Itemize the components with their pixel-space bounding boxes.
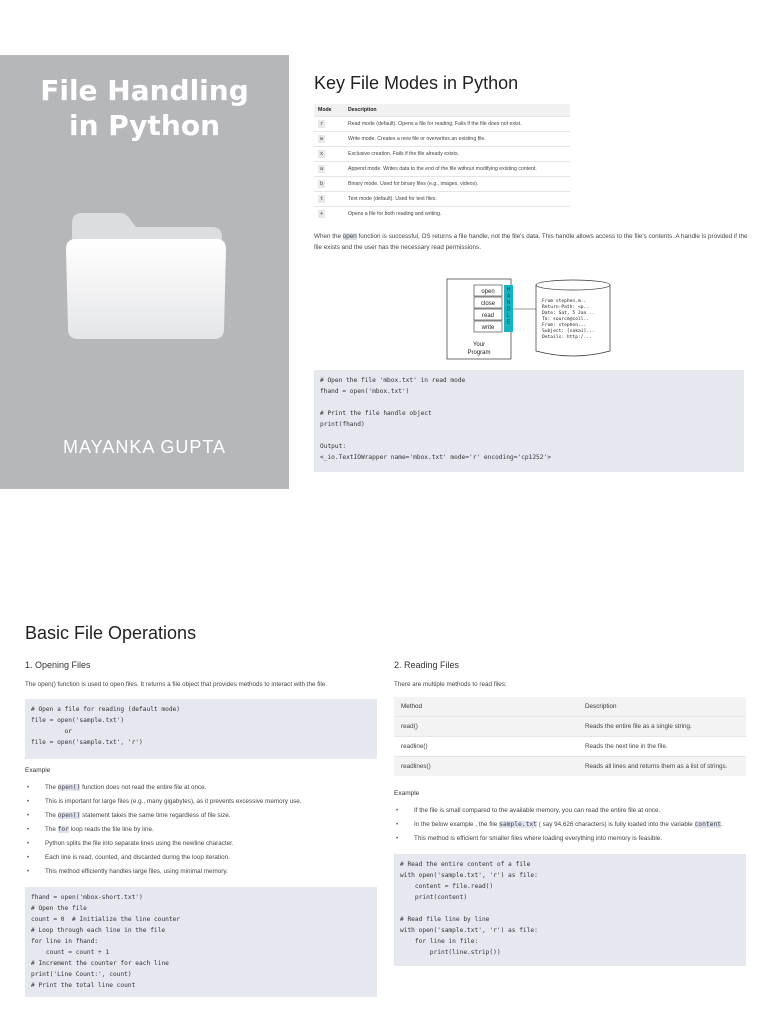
bullet-code: for: [57, 826, 69, 833]
reading-files-intro: There are multiple methods to read files:: [394, 681, 507, 688]
handle-letter: N: [506, 300, 511, 306]
methods-table: [394, 697, 746, 776]
file-line: Subject: [sakai]...: [542, 329, 595, 334]
opening-files-intro: The open() function is used to open files. It returns a file object that provides methods to interact with the file.: [25, 681, 328, 688]
handle-letter: A: [506, 293, 511, 300]
bullet-text: This is important for large files (e.g., many gigabytes), as it prevents excessive memory use.: [45, 798, 302, 805]
methods-header-description: Description: [578, 697, 746, 717]
bullet-text: statement takes the same time regardless of file size.: [80, 812, 231, 819]
method-description: Reads the entire file as a single string.: [578, 717, 746, 737]
file-line: From: stephen...: [542, 323, 587, 328]
file-line: Details: http:/...: [542, 335, 592, 340]
mode-description: Opens a file for both reading and writing.: [344, 207, 570, 222]
example-label: Example: [394, 790, 420, 797]
code-block-line-count: fhand = open('mbox-short.txt') # Open the file count = 0 # Initialize the line counter # Loop through each line in the file for line in fhand: count = count + 1 # Increment the counter for each line print('Line Count:', count) # Print the total line count: [25, 887, 377, 997]
modes-table: [314, 104, 570, 221]
bullet-code: content: [694, 821, 722, 828]
file-handle-diagram: [446, 277, 646, 361]
bullet-text: Each line is read, counted, and discarded during the loop iteration.: [45, 854, 230, 861]
slide-basic-file-operations: [0, 598, 768, 1024]
code-block-read-file: # Read the entire content of a file with open('sample.txt', 'r') as file: content = file.read() print(content) # Read file line by line with open('sample.txt', 'r') as file: for line in file: print(line.strip()): [394, 854, 746, 966]
cover-author: MAYANKA GUPTA: [62, 437, 227, 457]
handle-letter: L: [507, 313, 510, 319]
cover-title-line2: in Python: [68, 109, 221, 142]
file-handle-paragraph: [314, 231, 754, 253]
mode-code: r: [320, 121, 324, 127]
mode-description: Binary mode. Used for binary files (e.g., images, videos).: [344, 177, 570, 192]
mode-code: t: [320, 196, 324, 202]
file-line: From stephen.m..: [542, 299, 587, 304]
table-row: [314, 207, 570, 222]
list-item: [37, 809, 377, 823]
handle-letter: H: [506, 287, 511, 293]
cover-title: [0, 73, 289, 143]
bullet-text: The: [45, 784, 58, 791]
list-item: [37, 837, 377, 851]
para-text: When the: [314, 233, 343, 240]
file-line: Date: Sat, 5 Jan ..: [542, 311, 595, 316]
table-row: [314, 177, 570, 192]
handle-letter: E: [506, 319, 511, 326]
mode-code: x: [320, 151, 324, 157]
table-row: [394, 757, 746, 777]
cover-title-line1: File Handling: [40, 74, 249, 107]
op-read: read: [481, 313, 495, 319]
opening-files-heading: 1. Opening Files: [25, 660, 91, 670]
bullet-text: The: [45, 812, 58, 819]
methods-header-method: Method: [394, 697, 578, 717]
bullet-text: In the below example , the file: [414, 821, 500, 828]
mode-code: a: [320, 166, 324, 172]
bullet-text: function does not read the entire file at once.: [80, 784, 207, 791]
modes-header-description: Description: [344, 104, 570, 117]
method-name: readline(): [394, 737, 578, 757]
list-item: [37, 795, 377, 809]
para-code: open: [342, 233, 357, 240]
mode-description: Write mode. Creates a new file or overwrites an existing file.: [344, 132, 570, 147]
file-content: [542, 298, 595, 340]
bullet-code: open(): [57, 784, 81, 791]
program-label-1: Your: [472, 342, 486, 348]
list-item: [37, 851, 377, 865]
method-name: read(): [394, 717, 578, 737]
op-close: close: [480, 301, 496, 307]
method-description: Reads all lines and returns them as a list of strings.: [578, 757, 746, 777]
reading-files-section: [394, 660, 746, 966]
modes-header-mode: Mode: [314, 104, 344, 117]
list-item: [406, 804, 746, 818]
bullet-text: If the file is small compared to the available memory, you can read the entire file at once.: [414, 807, 661, 814]
bullet-text: ( say 94,626 characters) is fully loaded into the variable: [536, 821, 695, 828]
table-row: [394, 737, 746, 757]
folder-icon: [62, 205, 230, 345]
table-row: [314, 132, 570, 147]
mode-code: b: [320, 181, 324, 187]
modes-panel: [314, 73, 754, 461]
table-row: [314, 162, 570, 177]
mode-description: Exclusive creation. Fails if the file already exists.: [344, 147, 570, 162]
bullet-text: The: [45, 826, 58, 833]
reading-files-heading: 2. Reading Files: [394, 660, 460, 670]
op-open: open: [481, 289, 495, 295]
mode-description: Append mode. Writes data to the end of the file without modifying existing content.: [344, 162, 570, 177]
list-item: [37, 823, 377, 837]
modes-heading: Key File Modes in Python: [314, 73, 519, 93]
file-line: To: source@coll..: [542, 317, 590, 322]
para-text: function is successful, OS returns a file handle, not the file's data. This handle allows access to the file's contents. A handle is provided if the file exists and the user has the necessary read permissions.: [314, 233, 748, 251]
code-block-open-file: # Open a file for reading (default mode) file = open('sample.txt') or file = open('sample.txt', 'r'): [25, 699, 377, 759]
bullet-code: open(): [57, 812, 81, 819]
operations-heading: Basic File Operations: [25, 623, 197, 643]
list-item: [406, 832, 746, 846]
mode-code: +: [320, 211, 324, 217]
list-item: [37, 865, 377, 879]
bullet-text: This method is efficient for smaller files where loading everything into memory is feasible.: [414, 835, 663, 842]
table-row: [314, 117, 570, 132]
book-cover: [0, 55, 289, 489]
reading-files-bullets: [394, 804, 746, 846]
file-cylinder-top: [536, 280, 610, 290]
list-item: [406, 818, 746, 832]
code-block-open-mbox: # Open the file 'mbox.txt' in read mode fhand = open('mbox.txt') # Print the file handle object print(fhand) Output: <_io.TextIOWrapper name='mbox.txt' mode='r' encoding='cp1252'>: [314, 370, 744, 472]
list-item: [37, 781, 377, 795]
method-name: readlines(): [394, 757, 578, 777]
mode-description: Text mode (default). Used for text files.: [344, 192, 570, 207]
method-description: Reads the next line in the file.: [578, 737, 746, 757]
mode-description: Read mode (default). Opens a file for reading. Fails if the file does not exist.: [344, 117, 570, 132]
bullet-code: sample.txt: [499, 821, 537, 828]
bullet-text: .: [721, 821, 723, 828]
table-row: [314, 192, 570, 207]
bullet-text: Python splits the file into separate lines using the newline character.: [45, 840, 234, 847]
handle-letter: D: [506, 306, 511, 313]
slide-key-file-modes: [0, 55, 768, 489]
bullet-text: This method efficiently handles large files, using minimal memory.: [45, 868, 228, 875]
mode-code: w: [320, 136, 324, 142]
opening-files-bullets: [25, 781, 377, 879]
table-row: [394, 717, 746, 737]
bullet-text: loop reads the file line by line.: [68, 826, 154, 833]
op-write: write: [481, 325, 495, 331]
file-line: Return-Path: <p..: [542, 305, 590, 310]
table-row: [314, 147, 570, 162]
program-label-2: Program: [467, 350, 491, 356]
opening-files-section: [25, 660, 377, 997]
example-label: Example: [25, 767, 51, 774]
